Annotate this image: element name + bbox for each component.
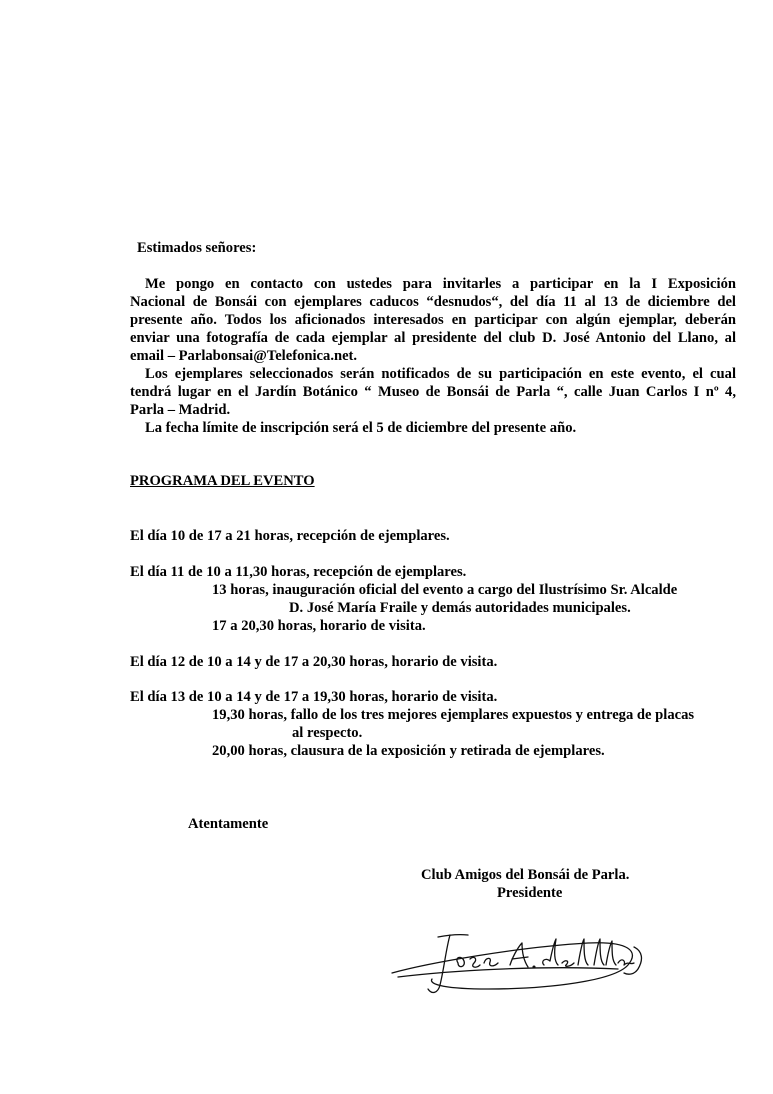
program-day11-line4: 17 a 20,30 horas, horario de visita. <box>212 618 426 634</box>
program-day13-line3: al respecto. <box>292 725 363 741</box>
paragraph1-line3: presente año. Todos los aficionados interesados en participar con algún ejemplar, deberán <box>130 312 736 328</box>
program-day13-line2: 19,30 horas, fallo de los tres mejores ejemplares expuestos y entrega de placas <box>212 707 695 723</box>
paragraph2-line3: Parla – Madrid. <box>130 402 231 418</box>
salutation: Atentamente <box>188 816 269 832</box>
program-day11-line2: 13 horas, inauguración oficial del evento a cargo del Ilustrísimo Sr. Alcalde <box>212 582 678 598</box>
signer-role: Presidente <box>497 885 563 901</box>
paragraph1-line2: Nacional de Bonsái con ejemplares caducos “desnudos“, del día 11 al 13 de diciembre del <box>130 294 736 310</box>
paragraph1-line5-email: email – Parlabonsai@Telefonica.net. <box>130 348 358 364</box>
greeting: Estimados señores: <box>137 240 257 256</box>
paragraph3-deadline: La fecha límite de inscripción será el 5 de diciembre del presente año. <box>145 420 577 436</box>
program-heading: PROGRAMA DEL EVENTO <box>130 473 315 489</box>
paragraph1-line4: enviar una fotografía de cada ejemplar al presidente del club D. José Antonio del Llano, al <box>130 330 736 346</box>
handwritten-signature <box>388 925 648 1000</box>
paragraph2-line1: Los ejemplares seleccionados serán notificados de su participación en este evento, el cual <box>145 366 736 382</box>
program-day10: El día 10 de 17 a 21 horas, recepción de ejemplares. <box>130 528 450 544</box>
program-day13-line4: 20,00 horas, clausura de la exposición y retirada de ejemplares. <box>212 743 605 759</box>
program-day11-line1: El día 11 de 10 a 11,30 horas, recepción de ejemplares. <box>130 564 467 580</box>
program-day12: El día 12 de 10 a 14 y de 17 a 20,30 horas, horario de visita. <box>130 654 498 670</box>
club-name: Club Amigos del Bonsái de Parla. <box>421 867 630 883</box>
program-day13-line1: El día 13 de 10 a 14 y de 17 a 19,30 horas, horario de visita. <box>130 689 498 705</box>
paragraph1-line1: Me pongo en contacto con ustedes para invitarles a participar en la I Exposición <box>145 276 736 292</box>
paragraph2-line2: tendrá lugar en el Jardín Botánico “ Museo de Bonsái de Parla “, calle Juan Carlos I nº 4, <box>130 384 736 400</box>
program-day11-line3: D. José María Fraile y demás autoridades municipales. <box>289 600 631 616</box>
